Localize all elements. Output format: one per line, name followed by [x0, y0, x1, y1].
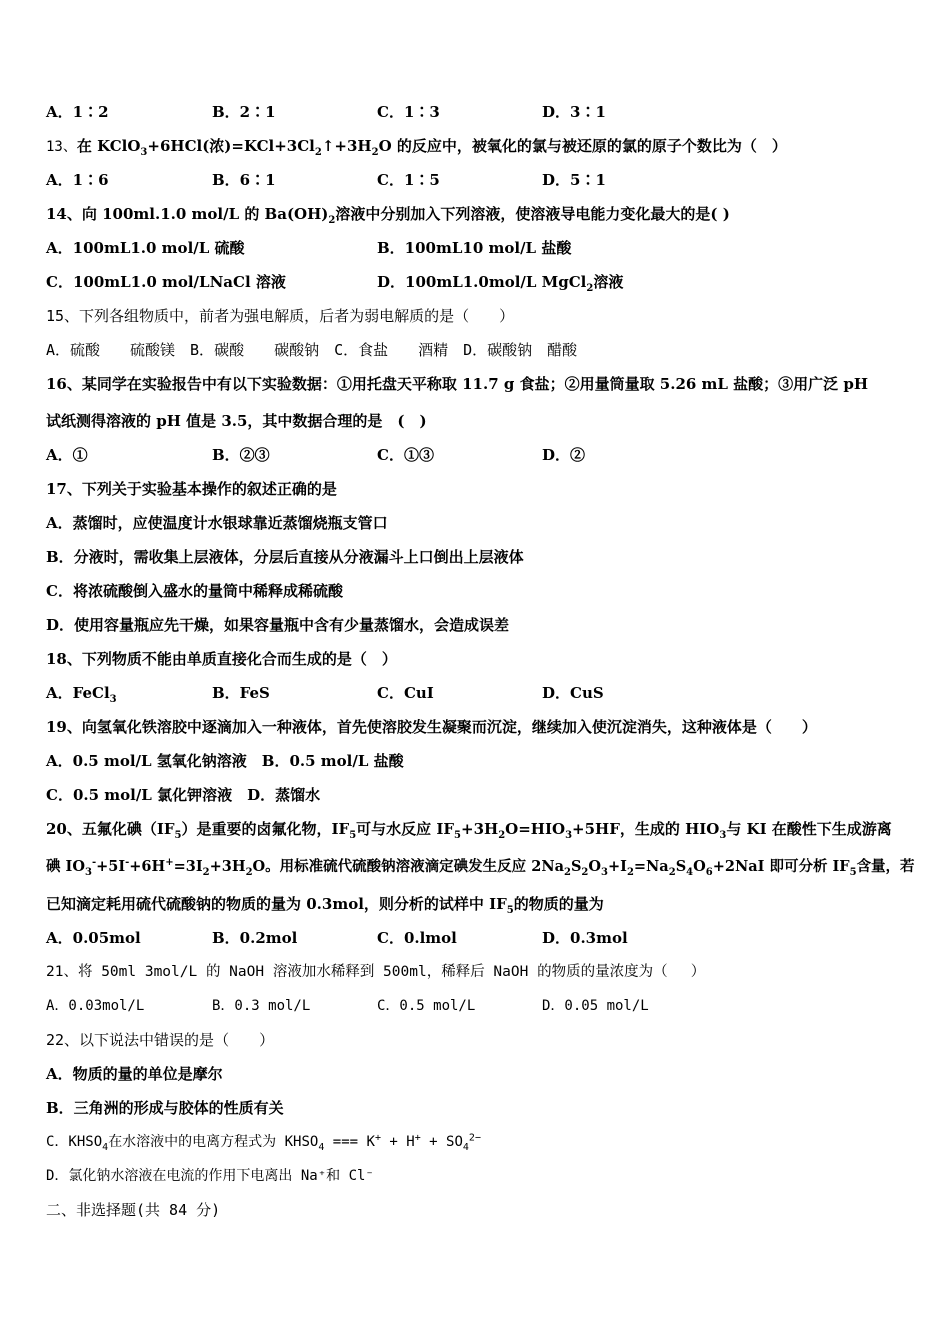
q12-option-b: B．2∶1 — [212, 103, 276, 121]
q16-stem-line1: 16、某同学在实验报告中有以下实验数据：①用托盘天平称取 11.7 g 食盐；②用量筒量取 5.26 mL 盐酸；③用广泛 pH — [46, 375, 869, 393]
q16-option-a: A．① — [46, 446, 88, 464]
q20-option-d: D．0.3mol — [542, 929, 628, 947]
q22-option-b: B．三角洲的形成与胶体的性质有关 — [46, 1099, 284, 1117]
q14-option-d: D．100mL1.0mol/L MgCl$_2$溶液 — [377, 273, 624, 294]
q19-stem: 19、向氢氧化铁溶胶中逐滴加入一种液体，首先使溶胶发生凝聚而沉淀，继续加入使沉淀消失，这种液体是（ ） — [46, 718, 817, 736]
q22-stem: 22、以下说法中错误的是（ ） — [46, 1031, 275, 1049]
q16-option-d: D．② — [542, 446, 586, 464]
q17-option-b: B．分液时，需收集上层液体，分层后直接从分液漏斗上口倒出上层液体 — [46, 548, 524, 566]
q21-option-d: D．0.05 mol/L — [542, 998, 649, 1014]
q17-option-a: A．蒸馏时，应使温度计水银球靠近蒸馏烧瓶支管口 — [46, 514, 388, 532]
q18-stem: 18、下列物质不能由单质直接化合而生成的是（ ） — [46, 650, 397, 668]
q19-options-cd: C．0.5 mol/L 氯化钾溶液 D．蒸馏水 — [46, 786, 321, 804]
q14-option-c: C．100mL1.0 mol/LNaCl 溶液 — [46, 273, 286, 291]
q18-option-d: D．CuS — [542, 684, 604, 702]
q22-option-d: D．氯化钠水溶液在电流的作用下电离出 Na⁺和 Cl⁻ — [46, 1168, 374, 1184]
q20-stem-line1: 20、五氟化碘$(IF_5)$是重要的卤氟化物，$IF_5$可与水反应 $IF_5+3H_2O=HIO_3+5HF$，生成的 $HIO_3$与 KI 在酸性下生成游离 — [46, 820, 892, 841]
q22-option-c: C．$KHSO_4$在水溶液中的电离方程式为 $KHSO_4$ === $K^+ + H^+ + SO_4^{2-}$ — [46, 1132, 481, 1153]
q13-option-a: A．1∶6 — [46, 171, 109, 189]
section-heading: 二、非选择题(共 84 分) — [46, 1201, 221, 1219]
q16-option-b: B．②③ — [212, 446, 270, 464]
q21-option-a: A．0.03mol/L — [46, 998, 145, 1014]
q22-option-a: A．物质的量的单位是摩尔 — [46, 1065, 223, 1083]
q19-options-ab: A．0.5 mol/L 氢氧化钠溶液 B．0.5 mol/L 盐酸 — [46, 752, 404, 770]
q18-option-a: A．FeCl$_3$ — [46, 684, 117, 705]
q14-option-b: B．100mL10 mol/L 盐酸 — [377, 239, 572, 257]
q14-option-a: A．100mL1.0 mol/L 硫酸 — [46, 239, 245, 257]
q15-options: A．硫酸 硫酸镁 B．碳酸 碳酸钠 C．食盐 酒精 D．碳酸钠 醋酸 — [46, 341, 578, 359]
q12-option-d: D．3∶1 — [542, 103, 606, 121]
q13-option-d: D．5∶1 — [542, 171, 606, 189]
q20-option-a: A．0.05mol — [46, 929, 141, 947]
q16-stem-line2: 试纸测得溶液的 pH 值是 3.5，其中数据合理的是 ( ) — [46, 412, 427, 430]
q12-option-a: A．1∶2 — [46, 103, 109, 121]
q15-stem: 15、下列各组物质中，前者为强电解质，后者为弱电解质的是（ ） — [46, 307, 515, 325]
q13-stem: 13、在 KClO$_3$+6HCl(浓)$=KCl+3Cl_2↑+3H_2O$ 的反应中，被氧化的氯与被还原的氯的原子个数比为（ ） — [46, 137, 787, 158]
q14-stem: 14、向 100ml.1.0 mol/L 的 $Ba(OH)_2$溶液中分别加入下列溶液，使溶液导电能力变化最大的是( ) — [46, 205, 730, 226]
q17-option-c: C．将浓硫酸倒入盛水的量筒中稀释成稀硫酸 — [46, 582, 343, 600]
q16-option-c: C．①③ — [377, 446, 434, 464]
q20-option-c: C．0.lmol — [377, 929, 457, 947]
q18-option-c: C．CuI — [377, 684, 434, 702]
q20-stem-line2: 碘 $IO_3^-+5I^-+6H^+=3I_2+3H_2O$。用标准硫代硫酸钠溶液滴定碘发生反应 $2Na_2S_2O_3+I_2=Na_2S_4O_6+2NaI$ 即可分析 $IF_5$含量，若 — [46, 857, 915, 878]
q18-option-b: B．FeS — [212, 684, 270, 702]
q13-option-b: B．6∶1 — [212, 171, 276, 189]
q21-stem: 21、将 50ml 3mol/L 的 NaOH 溶液加水稀释到 500ml，稀释后 NaOH 的物质的量浓度为（ ） — [46, 964, 706, 980]
q21-option-b: B．0.3 mol/L — [212, 998, 311, 1014]
q13-option-c: C．1∶5 — [377, 171, 440, 189]
q20-stem-line3: 已知滴定耗用硫代硫酸钠的物质的量为 0.3mol，则分析的试样中 $IF_5$的物质的量为 — [46, 895, 604, 916]
q17-option-d: D．使用容量瓶应先干燥，如果容量瓶中含有少量蒸馏水，会造成误差 — [46, 616, 510, 634]
q17-stem: 17、下列关于实验基本操作的叙述正确的是 — [46, 480, 337, 498]
q21-option-c: C．0.5 mol/L — [377, 998, 476, 1014]
q12-option-c: C．1∶3 — [377, 103, 440, 121]
q20-option-b: B．0.2mol — [212, 929, 298, 947]
